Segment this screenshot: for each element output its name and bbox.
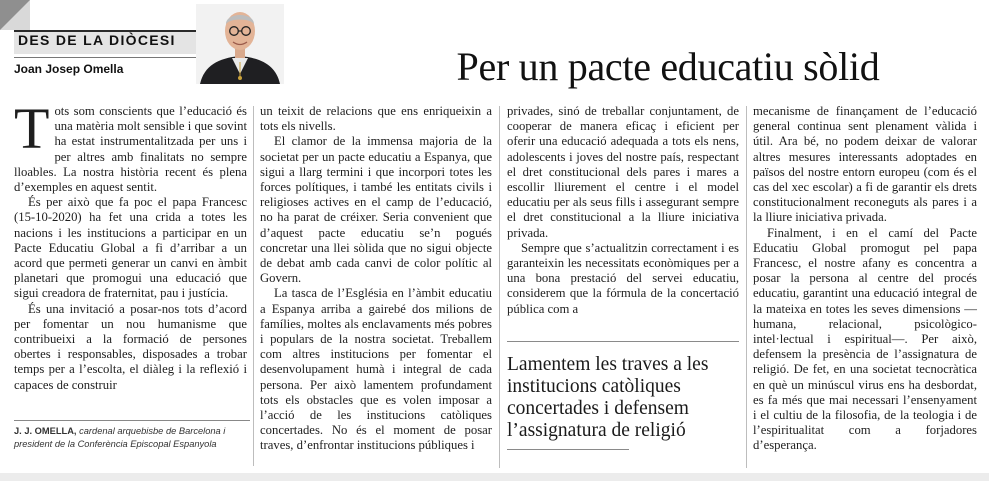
drop-cap: T	[14, 96, 50, 161]
column-divider	[499, 106, 500, 468]
paragraph: ots som conscients que l’educació és una matèria molt sensible i que sovint ha estat instrumentalitzada per uns i per altres amb finalitats no sempre lloables. La nostra història recent és plena d’exemples en aquest sentit.	[14, 104, 247, 195]
paragraph: És per això que fa poc el papa Francesc (15-10-2020) ha fet una crida a totes les nacions i les institucions a participar en un Pacte Educatiu Global a fi d’arribar a un acord que permeti generar un canvi en àmbit planetari que promogui una educació que sigui creadora de fraternitat, pau i justícia.	[14, 195, 247, 301]
paragraph: La tasca de l’Església en l’àmbit educatiu a Espanya arriba a gairebé dos milions de famílies, moltes als enclavaments més pobres i populars de la nostra societat. Treballem com altres institucions per fomentar el desenvolupament humà i integral de cada persona. Per això lamentem profundament tots els obstacles que es volen imposar a l’acció de les institucions catòliques concertades. No és el moment de posar traves, d’enfrontar institucions públiques i	[260, 286, 492, 453]
pullquote-rule-bottom	[507, 449, 629, 450]
column-divider	[746, 106, 747, 468]
paragraph: Sempre que s’actualitzin correctament i es garanteixin les necessitats econòmiques per a una bona prestació del servei educatiu, considerem que la fórmula de la concertació pública com a	[507, 240, 739, 316]
paragraph: Finalment, i en el camí del Pacte Educatiu Global promogut pel papa Francesc, el nostre afany es concentra a posar la persona al centre del procés educatiu, garantint una educació integral de la mateixa en totes les seves dimensions —humana, relacional, psicològico-intel·lectual i espiritual—. Per això, defensem la presència de l’assignatura de religió. De fet, en una societat tecnocràtica en què un minúscul virus ens ha desbordat, es fa més que mai necessari l’ensenyament i el cultiu de la filosofia, de la teologia i de l’espiritualitat com a forjadores d’esperança.	[753, 225, 977, 453]
article-column-1	[14, 96, 247, 393]
article-column-2	[260, 104, 492, 454]
signature-name: J. J. OMELLA,	[14, 426, 77, 436]
author-divider	[14, 57, 199, 58]
author-portrait	[196, 4, 284, 84]
article-headline: Per un pacte educatiu sòlid	[456, 44, 880, 89]
paragraph: El clamor de la immensa majoria de la societat per un pacte educatiu a Espanya, que sigui a llarg termini i que incorpori totes les forces polítiques, i també les entitats civils i religioses actives en el camp de l’educació, no ha parat de créixer. Seria convenient que d’aquest pacte educatiu se’n pogués concretar una llei sòlida que no sigui objecte de debat amb cada canvi de color polític al Govern.	[260, 134, 492, 286]
paragraph: privades, sinó de treballar conjuntament, de cooperar de manera eficaç i eficient per oferir una educació adequada a tots els nens, adolescents i joves del nostre país, respectant el dret constitucional dels pares i mares a escollir lliurement el centre i el model educatiu per als seus fills i assegurant sempre el dret constitucional a la lliure iniciativa privada.	[507, 104, 739, 240]
pull-quote: Lamentem les traves a les institucions catòliques concertades i defensem l’assignatura de religió	[507, 354, 709, 441]
column-divider	[253, 106, 254, 466]
signature-role: cardenal arquebisbe de Barcelona i president de la Conferència Episcopal Espanyola	[14, 426, 226, 449]
paragraph: És una invitació a posar-nos tots d’acord per fomentar un nou humanisme que contribueixi a la formació de persones obertes i responsables, disposades a trobar temps per a l’escolta, el diàleg i la reflexió i capaces de construir	[14, 301, 247, 392]
article-column-4	[753, 104, 977, 454]
article-column-3	[507, 104, 739, 317]
corner-tab-decoration	[0, 0, 30, 30]
paragraph: un teixit de relacions que ens enriqueixin a tots els nivells.	[260, 104, 492, 134]
author-byline: Joan Josep Omella	[14, 62, 124, 76]
paragraph: mecanisme de finançament de l’educació general continua sent plenament vàlida i útil. Ara bé, no podem deixar de valorar altres mesures interessants adoptades en països del nostre entorn europeu (com és el cas del xec escolar) a fi de garantir els drets constitucionalment reconeguts als pares i a la lliure iniciativa privada.	[753, 104, 977, 225]
pullquote-rule-top	[507, 341, 739, 342]
section-label: DES DE LA DIÒCESI	[18, 32, 176, 48]
signature-divider	[14, 420, 250, 421]
page-bottom-strip	[0, 473, 989, 481]
author-signature	[14, 425, 250, 450]
